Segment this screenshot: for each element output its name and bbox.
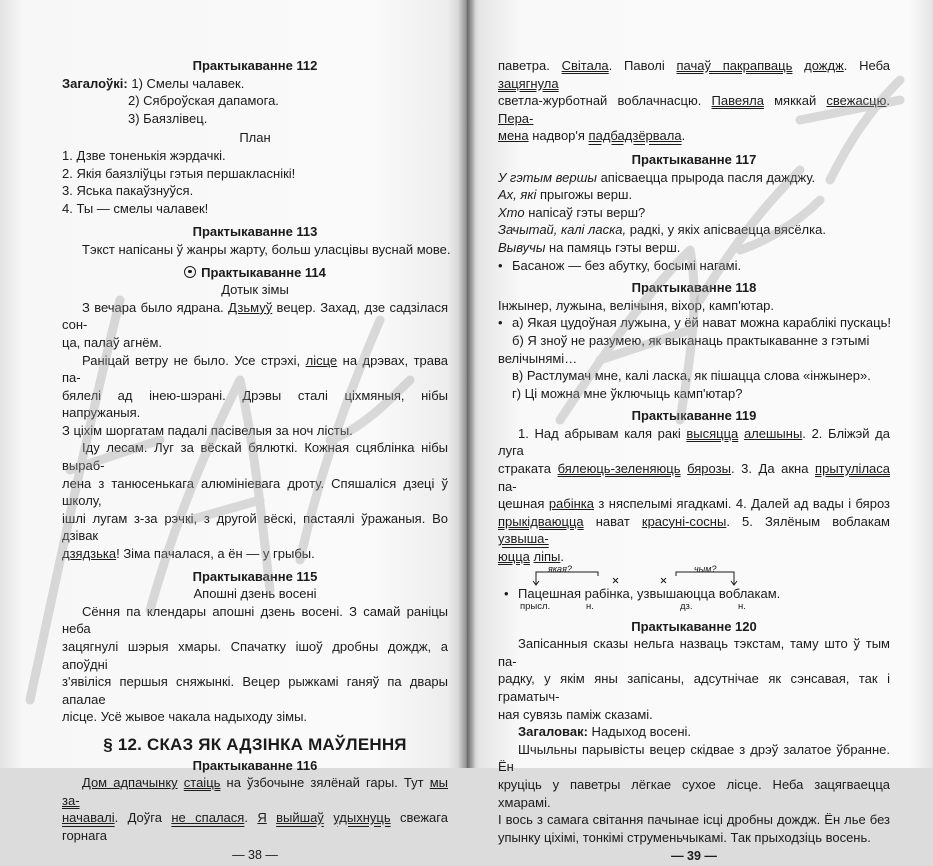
exercise-112-titles xyxy=(62,75,448,128)
exercise-118-heading: Практыкаванне 118 xyxy=(631,280,757,296)
exercise-120-text: Запісанныя сказы нельга назваць тэкстам, таму што ў тым па- радку, у якім яны запісаны, адсутнічае як сэнсавая, так і граматыч- ная сувязь паміж сказамі. Загаловак: Надыход восені. Шчыльны парывісты вецер скідвае з дрэў залатое ўбранне. Ён круціць у паветры лёгкае сухое лісце. Неба зацягваецца хмарамі. І вось з самага світання пачынае ісці дробны дождж. Ён лье без упынку ціхімі, тонкімі струменьчыкамі. Так прыходзіць восень. xyxy=(498,636,890,845)
subject: Дом адпачынку xyxy=(82,775,178,791)
exercise-116-heading: Практыкаванне 116 xyxy=(192,757,318,773)
plan-list xyxy=(62,147,448,217)
stress-word: дзядзька xyxy=(62,546,117,562)
part-of-speech-label: дз. xyxy=(680,600,693,612)
plan-label: План xyxy=(239,130,271,146)
predicate: юцца xyxy=(498,549,530,565)
exercise-118-text: Інжынер, лужына, велічыня, віхор, камп'ютар. • а) Якая цудоўная лужына, у ёй нават можна караблікі пускаць! б) Я зноў не разумею, як выканаць практыкаванне з гэтымі велічынямі… в) Растлумач мне, калі ласка, як пішацца слова «інжынер». г) Ці можна мне ўключыць камп'ютар? xyxy=(498,297,891,401)
bullet-icon: • xyxy=(504,585,509,601)
exercise-119-text: 1. Над абрывам каля ракі высяцца алешыны. 2. Бліжэй да луга стракатa бялеюць-зеленяюць бярозы. 3. Да акна прытуліласа па- цешная рабінка з няспелымі ягадкамі. 4. Далей ад вады і бяроз прыкідваюцца нават красуні-сосны. 5. Зялёным воблакам узвыша- юцца ліпы. xyxy=(498,425,890,565)
subject: красуні-сосны xyxy=(641,513,727,529)
exercise-114-heading: Практыкаванне 114 xyxy=(201,264,326,280)
subject: мы xyxy=(429,775,448,791)
title-1: 1) Смелы чалавек. xyxy=(131,75,245,91)
exercise-116-continuation: паветра. Світала. Паволі пачаў пакрапваць дождж. Неба зацягнула светла-журботнай воблачнасцю. Павеяла мяккай свежасцю. Пера- мена надвор'я падбадзёрвала. xyxy=(498,58,890,144)
plan-item: 2. Якія баязліўцы гэтыя першакласнікі! xyxy=(62,165,296,181)
exercise-113-heading: Практыкаванне 113 xyxy=(192,224,318,240)
right-page-content xyxy=(498,57,890,866)
predicate: Павеяла xyxy=(711,93,764,109)
predicate: начавалі xyxy=(62,810,115,826)
bullet-icon: • xyxy=(498,315,503,331)
subject: ліпы xyxy=(533,549,561,565)
title-3: 3) Баязлівец. xyxy=(128,110,208,126)
predicate: высяцца xyxy=(686,425,739,441)
subject: мена xyxy=(498,128,529,144)
section-heading: § 12. СКАЗ ЯК АДЗІНКА МАЎЛЕННЯ xyxy=(103,734,407,754)
predicate: пачаў пакрапваць xyxy=(676,58,793,73)
exercise-115-text: Сёння па клендары апошні дзень восені. З самай раніцы неба зацягнулі шэрыя хмары. Спачатку ішоў дробны дождж, а апоўдні з'явіліся першыя сняжынкі. Вецер рыжкамі ганяў па двары апалае лісце. Усё жывое чакала надыходу зімы. xyxy=(62,603,448,725)
exercise-114-text: З вечара было ядрана. Дзьмуў вецер. Захад, дзе садзілася сон- ца, палаў агнём. Раніцай ветру не было. Усе стрэхі, лісце на дрэвах, трава па- бялелі ад інею-шэрані. Дрэвы сталі ціхмяныя, нібы напружаныя. З ціхім шоргатам падалі пасівелыя за ноч лісты. Іду лесам. Луг за вёскай бялюткі. Кожная сцяблінка нібы выраб- лена з танюсенькага алюмініевага дроту. Спяшаліся дзеці ў школу, ішлі лугам з-за рэчкі, з другой вёскі, пастаялі ўражаныя. Во дзівак дзядзька! Зіма пачалася, а ён — у грыбы. xyxy=(62,299,448,562)
title-2: 2) Сяброўская дапамога. xyxy=(128,93,279,109)
plan-item: 4. Ты — смелы чалавек! xyxy=(62,200,209,216)
subject: Я xyxy=(257,810,267,826)
part-of-speech-label: прысл. xyxy=(520,600,551,612)
predicate: Світала xyxy=(561,58,609,73)
predicate: удыхнуць xyxy=(333,810,391,826)
predicate: зацягнула xyxy=(498,75,559,91)
part-of-speech-label: н. xyxy=(738,600,746,612)
parsed-sentence: • Пацешная рабінка, узвышаюцца воблакам. xyxy=(504,585,781,601)
question-label: якая? xyxy=(548,563,572,574)
exercise-114-heading-row xyxy=(62,264,448,282)
subject: дождж xyxy=(804,58,844,73)
left-page-content xyxy=(62,57,451,864)
exercise-115-heading: Практыкаванне 115 xyxy=(192,568,318,584)
question-label: чым? xyxy=(694,563,717,574)
predicate: за- xyxy=(62,792,80,808)
predicate: падбадзёрвала xyxy=(588,128,682,144)
parsing-diagram xyxy=(498,563,890,618)
exercise-117-heading: Практыкаванне 117 xyxy=(631,151,757,167)
exercise-116-text: Дом адпачынку стаіць на ўзбочыне зялёнай гары. Тут мы за- начавалі. Доўга не спалася. Я выйшаў удыхнуць свежага горнага xyxy=(62,775,448,843)
exercise-120-heading: Практыкаванне 120 xyxy=(631,618,757,634)
predicate: выйшаў xyxy=(276,810,324,826)
subject: рабінка xyxy=(548,496,595,512)
exercise-113-text: Тэкст напісаны ў жанры жарту, больш уласцівы вуснай мове. xyxy=(82,241,451,257)
page-number-left: — 38 — xyxy=(232,847,278,862)
part-of-speech-label: н. xyxy=(586,600,594,612)
title-value: Надыход восені. xyxy=(587,724,691,740)
plan-item: 1. Дзве тоненькія жэрдачкі. xyxy=(62,147,226,163)
predicate: бялеюць-зеленяюць xyxy=(557,461,681,477)
exercise-114-subtitle: Дотык зімы xyxy=(221,282,289,298)
exercise-117-text: У гэтым вершы апісваецца прырода пасля дажджу. Ах, які прыгожы верш. Хто напісаў гэты верш? Зачытай, калі ласка, радкі, у якіх апісваецца вясёлка. Вывучы на памяць гэты верш. • Басанож — без абутку, босымі нагамі. xyxy=(498,169,826,273)
subject: бярозы xyxy=(687,461,731,477)
exercise-119-heading: Практыкаванне 119 xyxy=(631,408,757,424)
predicate: прыкідваюцца xyxy=(498,513,584,529)
titles-label: Загалоўкі: xyxy=(62,75,128,91)
predicate: стаіць xyxy=(183,775,221,791)
target-icon xyxy=(184,266,196,278)
predicate: узвыша- xyxy=(498,531,549,547)
book-gutter-shadow xyxy=(458,0,476,768)
bullet-icon: • xyxy=(498,257,503,273)
title-label: Загаловак: xyxy=(518,724,588,740)
exercise-112-heading: Практыкаванне 112 xyxy=(192,58,318,73)
right-page xyxy=(466,0,933,864)
page-number-right: — 39 — xyxy=(671,849,717,864)
exercise-115-subtitle: Апошні дзень восені xyxy=(193,586,317,602)
subject: алешыны xyxy=(743,425,803,441)
left-page xyxy=(0,0,466,862)
predicate: прытуліласа xyxy=(815,461,890,477)
subject: свежасцю xyxy=(826,93,887,109)
stress-word: лісце xyxy=(305,352,338,368)
predicate: не спалася xyxy=(171,810,245,826)
stress-word: Дзьмуў xyxy=(228,299,273,315)
subject: Пера- xyxy=(498,110,534,126)
plan-item: 3. Яська пакаўзнуўся. xyxy=(62,183,194,199)
